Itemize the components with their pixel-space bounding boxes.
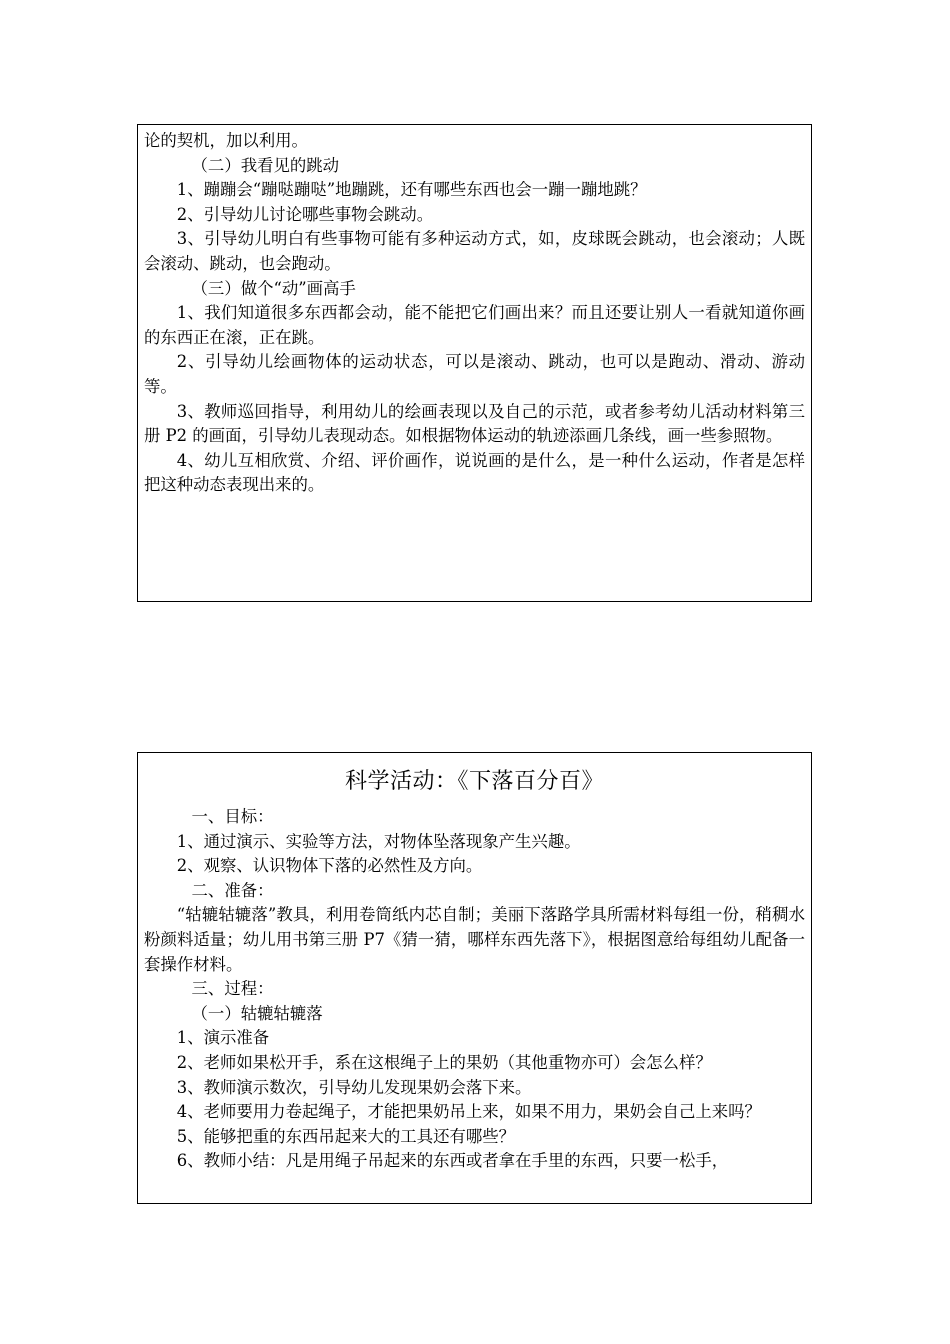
paragraph: 论的契机，加以利用。 xyxy=(144,131,308,150)
paragraph: 3、教师巡回指导，利用幼儿的绘画表现以及自己的示范，或者参考幼儿活动材料第三册 P2 的画面，引导幼儿表现动态。如根据物体运动的轨迹添画几条线，画一些参照物。 xyxy=(144,401,805,446)
paragraph: 1、演示准备 xyxy=(176,1028,270,1048)
paragraph: 2、老师如果松开手，系在这根绳子上的果奶（其他重物亦可）会怎么样？ xyxy=(176,1052,712,1072)
paragraph: 1、我们知道很多东西都会动，能不能把它们画出来？而且还要让别人一看就知道你画的东西正在滚，正在跳。 xyxy=(144,303,805,347)
paragraph: 3、教师演示数次，引导幼儿发现果奶会落下来。 xyxy=(176,1077,532,1097)
paragraph: 5、能够把重的东西吊起来大的工具还有哪些？ xyxy=(176,1126,516,1146)
section-heading: （三）做个“动”画高手 xyxy=(191,278,356,298)
paragraph: 1、通过演示、实验等方法，对物体坠落现象产生兴趣。 xyxy=(176,831,581,851)
paragraph: “轱辘轱辘落”教具，利用卷筒纸内芯自制；美丽下落路学具所需材料每组一份，稍稠水粉颜料适量；幼儿用书第三册 P7《猜一猜，哪样东西先落下》，根据图意给每组幼儿配备一套操作材料。 xyxy=(144,905,805,974)
activity-title: 科学活动：《下落百分百》 xyxy=(344,769,604,794)
paragraph: 1、蹦蹦会“蹦哒蹦哒”地蹦跳，还有哪些东西也会一蹦一蹦地跳？ xyxy=(176,180,647,200)
section-heading: 三、过程： xyxy=(191,979,274,999)
lesson-text-box-continued xyxy=(137,124,812,602)
paragraph: 2、引导幼儿讨论哪些事物会跳动。 xyxy=(176,204,434,224)
paragraph: 6、教师小结：凡是用绳子吊起来的东西或者拿在手里的东西，只要一松手， xyxy=(176,1151,729,1171)
paragraph: 2、观察、认识物体下落的必然性及方向。 xyxy=(176,856,483,876)
paragraph: 3、引导幼儿明白有些事物可能有多种运动方式，如，皮球既会跳动，也会滚动；人既会滚动、跳动，也会跑动。 xyxy=(144,229,805,273)
section-heading: （二）我看见的跳动 xyxy=(191,155,340,175)
section-heading: 一、目标： xyxy=(191,807,274,826)
paragraph: 4、幼儿互相欣赏、介绍、评价画作，说说画的是什么，是一种什么运动，作者是怎样把这种动态表现出来的。 xyxy=(144,450,805,495)
section-heading: （一）轱辘轱辘落 xyxy=(191,1003,323,1023)
paragraph: 2、引导幼儿绘画物体的运动状态，可以是滚动、跳动，也可以是跑动、滑动、游动等。 xyxy=(144,352,805,396)
paragraph: 4、老师要用力卷起绳子，才能把果奶吊上来，如果不用力，果奶会自己上来吗？ xyxy=(176,1102,761,1122)
section-heading: 二、准备： xyxy=(191,880,274,900)
science-activity-box xyxy=(137,752,812,1204)
